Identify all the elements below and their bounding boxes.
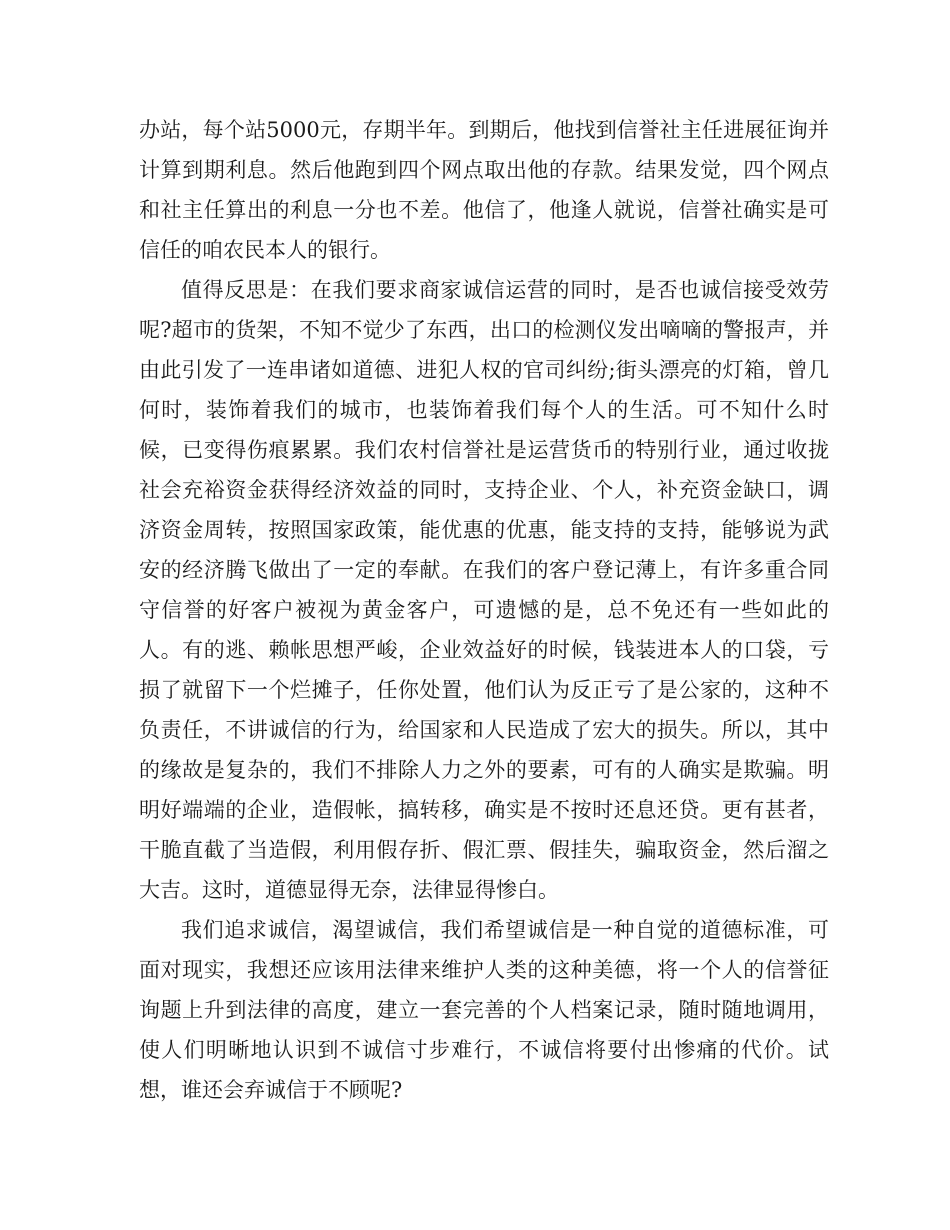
paragraph-conclusion: 我们追求诚信，渴望诚信，我们希望诚信是一种自觉的道德标准，可面对现实，我想还应该用法律来维护人类的这种美德，将一个人的信誉征询题上升到法律的高度，建立一套完善的个人档案记录，随时随地调用，使人们明晰地认识到不诚信寸步难行，不诚信将要付出惨痛的代价。试想，谁还会弃诚信于不顾呢? bbox=[139, 918, 829, 1102]
document-body bbox=[139, 110, 829, 1110]
paragraph-continuation: 办站，每个站5000元，存期半年。到期后，他找到信誉社主任进展征询并计算到期利息。然后他跑到四个网点取出他的存款。结果发觉，四个网点和社主任算出的利息一分也不差。他信了，他逢人就说，信誉社确实是可信任的咱农民本人的银行。 bbox=[139, 118, 829, 262]
paragraph-reflection: 值得反思是：在我们要求商家诚信运营的同时，是否也诚信接受效劳呢?超市的货架，不知不觉少了东西，出口的检测仪发出嘀嘀的警报声，并由此引发了一连串诸如道德、进犯人权的官司纠纷;街头漂亮的灯箱，曾几何时，装饰着我们的城市，也装饰着我们每个人的生活。可不知什么时候，已变得伤痕累累。我们农村信誉社是运营货币的特别行业，通过收拢社会充裕资金获得经济效益的同时，支持企业、个人，补充资金缺口，调济资金周转，按照国家政策，能优惠的优惠，能支持的支持，能够说为武安的经济腾飞做出了一定的奉献。在我们的客户登记薄上，有许多重合同守信誉的好客户被视为黄金客户，可遗憾的是，总不免还有一些如此的人。有的逃、赖帐思想严峻，企业效益好的时候，钱装进本人的口袋，亏损了就留下一个烂摊子，任你处置，他们认为反正亏了是公家的，这种不负责任，不讲诚信的行为，给国家和人民造成了宏大的损失。所以，其中的缘故是复杂的，我们不排除人力之外的要素，可有的人确实是欺骗。明明好端端的企业，造假帐，搞转移，确实是不按时还息还贷。更有甚者，干脆直截了当造假，利用假存折、假汇票、假挂失，骗取资金，然后溜之大吉。这时，道德显得无奈，法律显得惨白。 bbox=[139, 278, 829, 902]
